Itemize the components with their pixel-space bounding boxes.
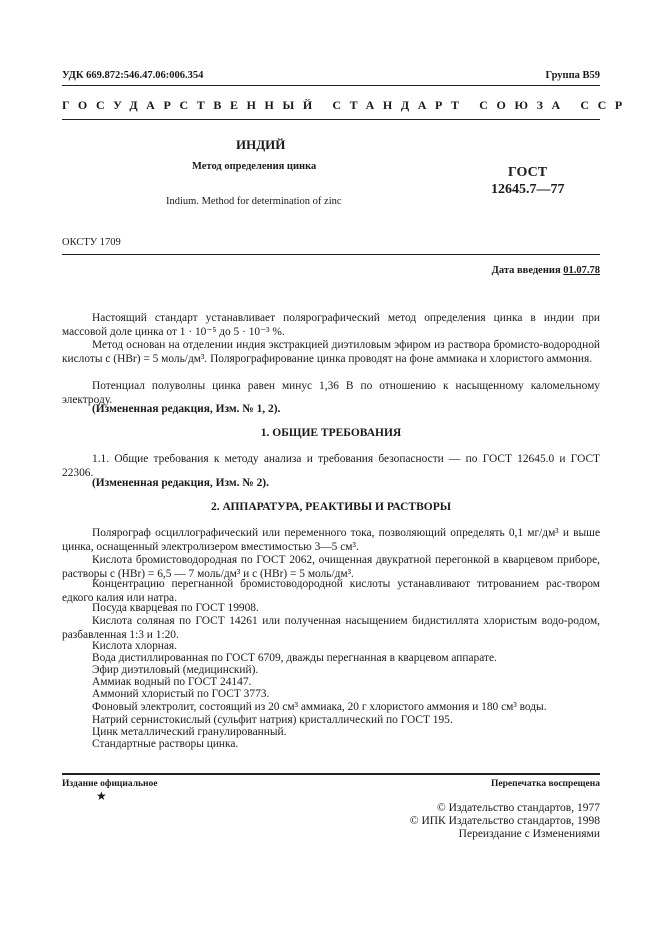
effective-date-label: Дата введения xyxy=(491,265,561,276)
footer-rule xyxy=(62,773,600,775)
section-2-item: Эфир диэтиловый (медицинский). xyxy=(92,664,259,676)
section-2-item: Цинк металлический гранулированный. xyxy=(92,726,287,738)
english-title: Indium. Method for determination of zinc xyxy=(166,196,342,207)
section-2-item: Концентрацию перегнанной бромистоводородной кислоты устанавливают титрованием рас-твором едкого калия или натра. xyxy=(62,578,600,604)
section-2-item: Аммиак водный по ГОСТ 24147. xyxy=(92,676,252,688)
gost-label: ГОСТ xyxy=(508,165,548,180)
group-code: Группа В59 xyxy=(545,70,600,81)
section-2-item: Фоновый электролит, состоящий из 20 см³ аммиака, 20 г хлористого аммония и 180 см³ воды. xyxy=(92,701,547,713)
document-subtitle: Метод определения цинка xyxy=(192,161,317,172)
effective-date-value: 01.07.78 xyxy=(563,265,600,276)
document-title: ИНДИЙ xyxy=(236,137,286,152)
section-2-item: Полярограф осциллографический или переменного тока, позволяющий определять 0,1 мг/дм³ и выше цинка, оснащенный электролизером вместимостью 3—5 см³. xyxy=(62,527,600,553)
reissue-note: Переиздание с Изменениями xyxy=(458,828,600,840)
section-1-heading: 1. ОБЩИЕ ТРЕБОВАНИЯ xyxy=(260,427,402,439)
effective-date xyxy=(492,265,600,276)
section-2-item: Посуда кварцевая по ГОСТ 19908. xyxy=(92,602,259,614)
section-2-item: Стандартные растворы цинка. xyxy=(92,738,239,750)
section-2-item: Вода дистиллированная по ГОСТ 6709, дважды перегнанная в кварцевом аппарате. xyxy=(92,652,497,664)
section-2-item: Натрий сернистокислый (сульфит натрия) кристаллический по ГОСТ 195. xyxy=(92,714,453,726)
section-2-item: Кислота бромистоводородная по ГОСТ 2062, очищенная двукратной перегонкой в кварцевом приборе, растворы c (HBr) = 6,5 — 7 моль/дм³ и c (HBr) = 5 моль/дм³. xyxy=(62,554,600,580)
section-1-paragraph: 1.1. Общие требования к методу анализа и требования безопасности — по ГОСТ 12645.0 и ГОСТ 22306. xyxy=(62,453,600,479)
section-2-item: Кислота соляная по ГОСТ 14261 или полученная насыщением бидистиллята хлористым водо-родом, разбавленная 1:3 и 1:20. xyxy=(62,615,600,641)
section-2-heading: 2. АППАРАТУРА, РЕАКТИВЫ И РАСТВОРЫ xyxy=(210,501,452,513)
intro-paragraph-1: Настоящий стандарт устанавливает полярографический метод определения цинка в индии при массовой доле цинка от 1 · 10⁻⁵ до 5 · 10⁻³ %. xyxy=(62,312,600,338)
gost-number: 12645.7—77 xyxy=(491,182,565,197)
copyright-1998: © ИПК Издательство стандартов, 1998 xyxy=(409,815,600,827)
star-icon: ★ xyxy=(96,789,107,803)
intro-amendment: (Измененная редакция, Изм. № 1, 2). xyxy=(92,403,281,415)
section-1-amendment: (Измененная редакция, Изм. № 2). xyxy=(92,477,269,489)
section-2-item: Кислота хлорная. xyxy=(92,640,178,652)
intro-paragraph-3: Потенциал полуволны цинка равен минус 1,36 В по отношению к насыщенному каломельному электроду. xyxy=(62,380,600,406)
reprint-prohibited: Перепечатка воспрещена xyxy=(490,779,600,789)
intro-paragraph-2: Метод основан на отделении индия экстракцией диэтиловым эфиром из раствора бромисто-водородной кислоты c (HBr) = 5 моль/дм³. Полярографирование цинка проводят на фоне аммиака и хлористого аммония. xyxy=(62,339,600,365)
copyright-1977: © Издательство стандартов, 1977 xyxy=(436,802,600,814)
okstu-rule xyxy=(62,254,600,255)
udk-code: УДК 669.872:546.47.06:006.354 xyxy=(62,70,204,81)
official-edition: Издание официальное xyxy=(62,779,158,789)
okstu-code: ОКСТУ 1709 xyxy=(62,237,121,248)
header-rule xyxy=(62,85,600,86)
section-2-item: Аммоний хлористый по ГОСТ 3773. xyxy=(92,688,270,700)
state-standard-banner: ГОСУДАРСТВЕННЫЙ СТАНДАРТ СОЮЗА ССР xyxy=(62,98,631,112)
banner-rule xyxy=(62,119,600,120)
